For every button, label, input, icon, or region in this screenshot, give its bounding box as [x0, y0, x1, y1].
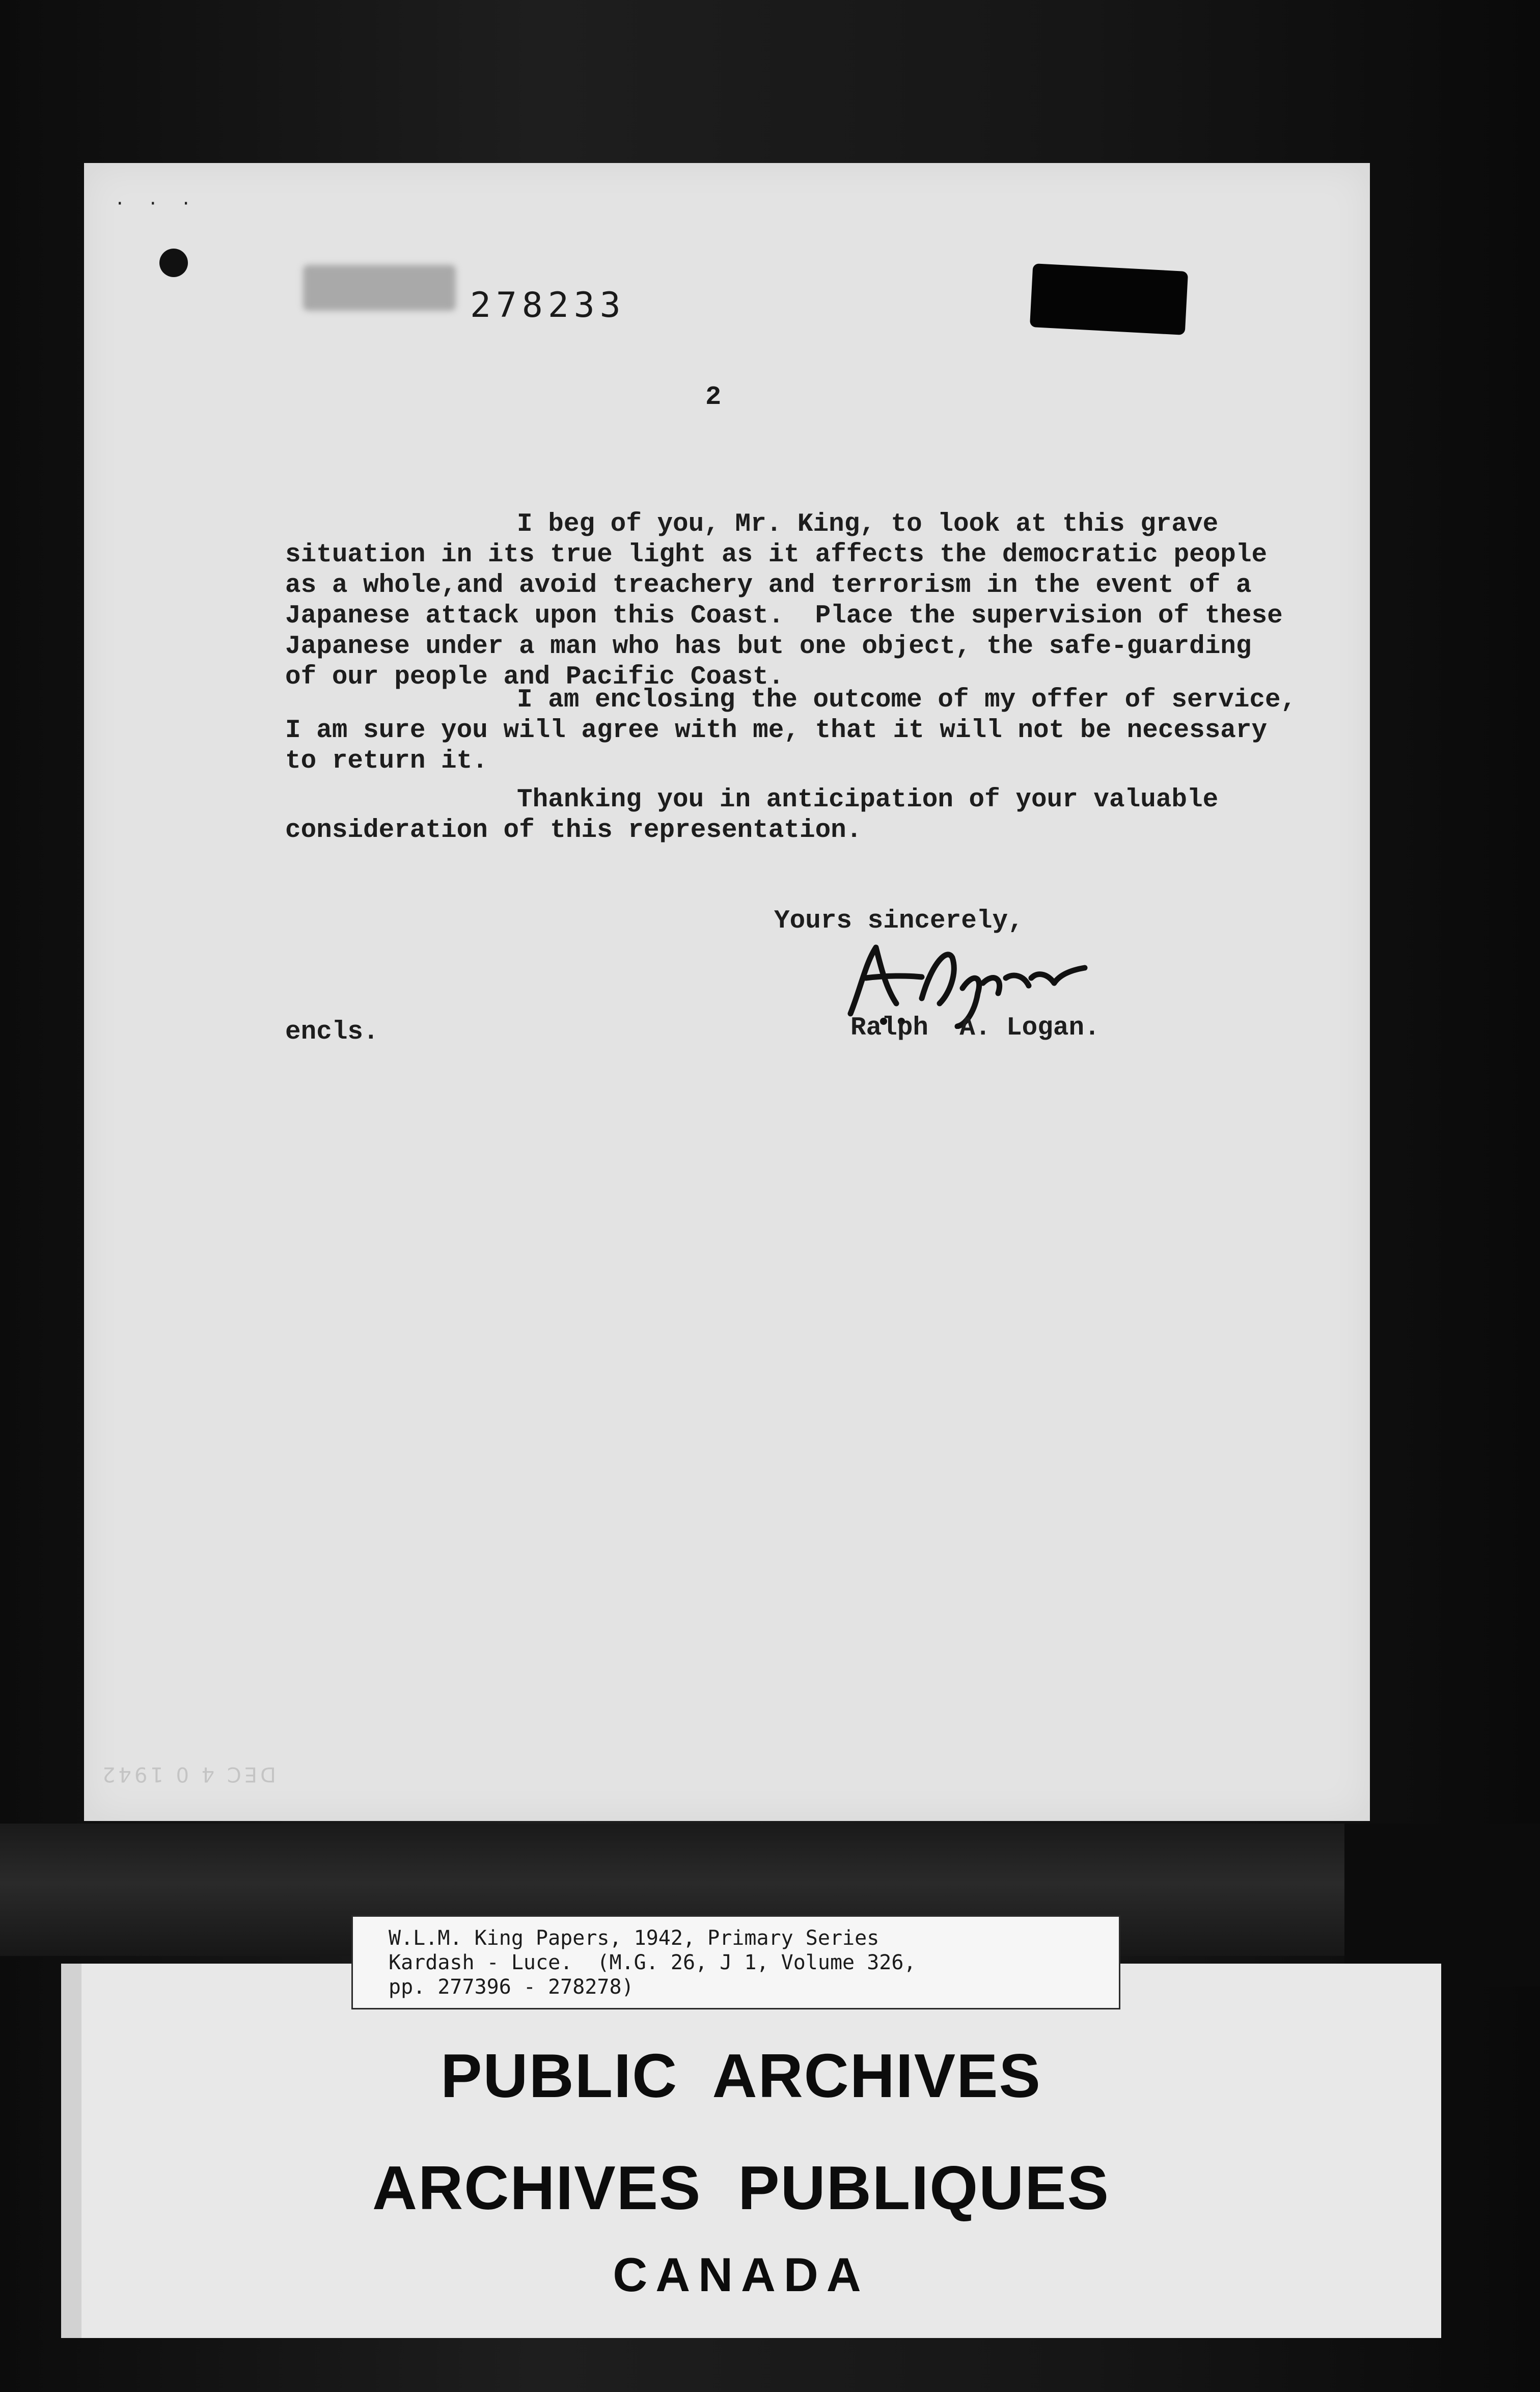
punch-hole — [159, 249, 188, 277]
paragraph-1 — [285, 509, 1365, 693]
paragraph-line: situation in its true light as it affects the democratic people — [285, 540, 1268, 569]
paragraph-line: to return it. — [285, 747, 488, 776]
faded-stamp — [303, 265, 456, 311]
archive-name-french: ARCHIVES PUBLIQUES — [372, 2153, 1110, 2222]
citation-line: Kardash - Luce. (M.G. 26, J 1, Volume 326, — [389, 1951, 916, 1974]
paper-specks: · · · — [115, 194, 198, 214]
signer-name: Ralph A. Logan. — [850, 1014, 1100, 1043]
citation-line: W.L.M. King Papers, 1942, Primary Series — [389, 1926, 879, 1950]
paragraph-line: I am enclosing the outcome of my offer of service, — [517, 686, 1297, 715]
paragraph-line: Japanese attack upon this Coast. Place the supervision of these — [285, 602, 1283, 631]
film-dark-corner — [1344, 1824, 1540, 1987]
paragraph-2 — [285, 685, 1365, 777]
citation-line: pp. 277396 - 278278) — [389, 1975, 634, 1999]
closing-salutation: Yours sincerely, — [774, 907, 1024, 936]
redaction-block — [1030, 263, 1188, 335]
paragraph-line: consideration of this representation. — [285, 816, 862, 845]
paragraph-line: Thanking you in anticipation of your valuable — [517, 785, 1219, 814]
archive-country: CANADA — [613, 2248, 869, 2301]
faint-date-stamp: DEC 4 0 1942 — [99, 1762, 276, 1786]
paragraph-line: of our people and Pacific Coast. — [285, 663, 784, 692]
paragraph-3 — [285, 785, 1365, 846]
enclosures-note: encls. — [285, 1018, 379, 1047]
letter-page — [84, 163, 1370, 1821]
reference-number: 278233 — [470, 285, 626, 325]
source-citation-label — [351, 1915, 1120, 2009]
paragraph-line: I beg of you, Mr. King, to look at this grave — [517, 510, 1219, 539]
page-number: 2 — [705, 382, 722, 412]
paragraph-line: as a whole,and avoid treachery and terrorism in the event of a — [285, 571, 1252, 600]
archive-name-english: PUBLIC ARCHIVES — [441, 2041, 1041, 2110]
paragraph-line: Japanese under a man who has but one object, the safe-guarding — [285, 632, 1252, 661]
paragraph-line: I am sure you will agree with me, that it will not be necessary — [285, 716, 1268, 745]
